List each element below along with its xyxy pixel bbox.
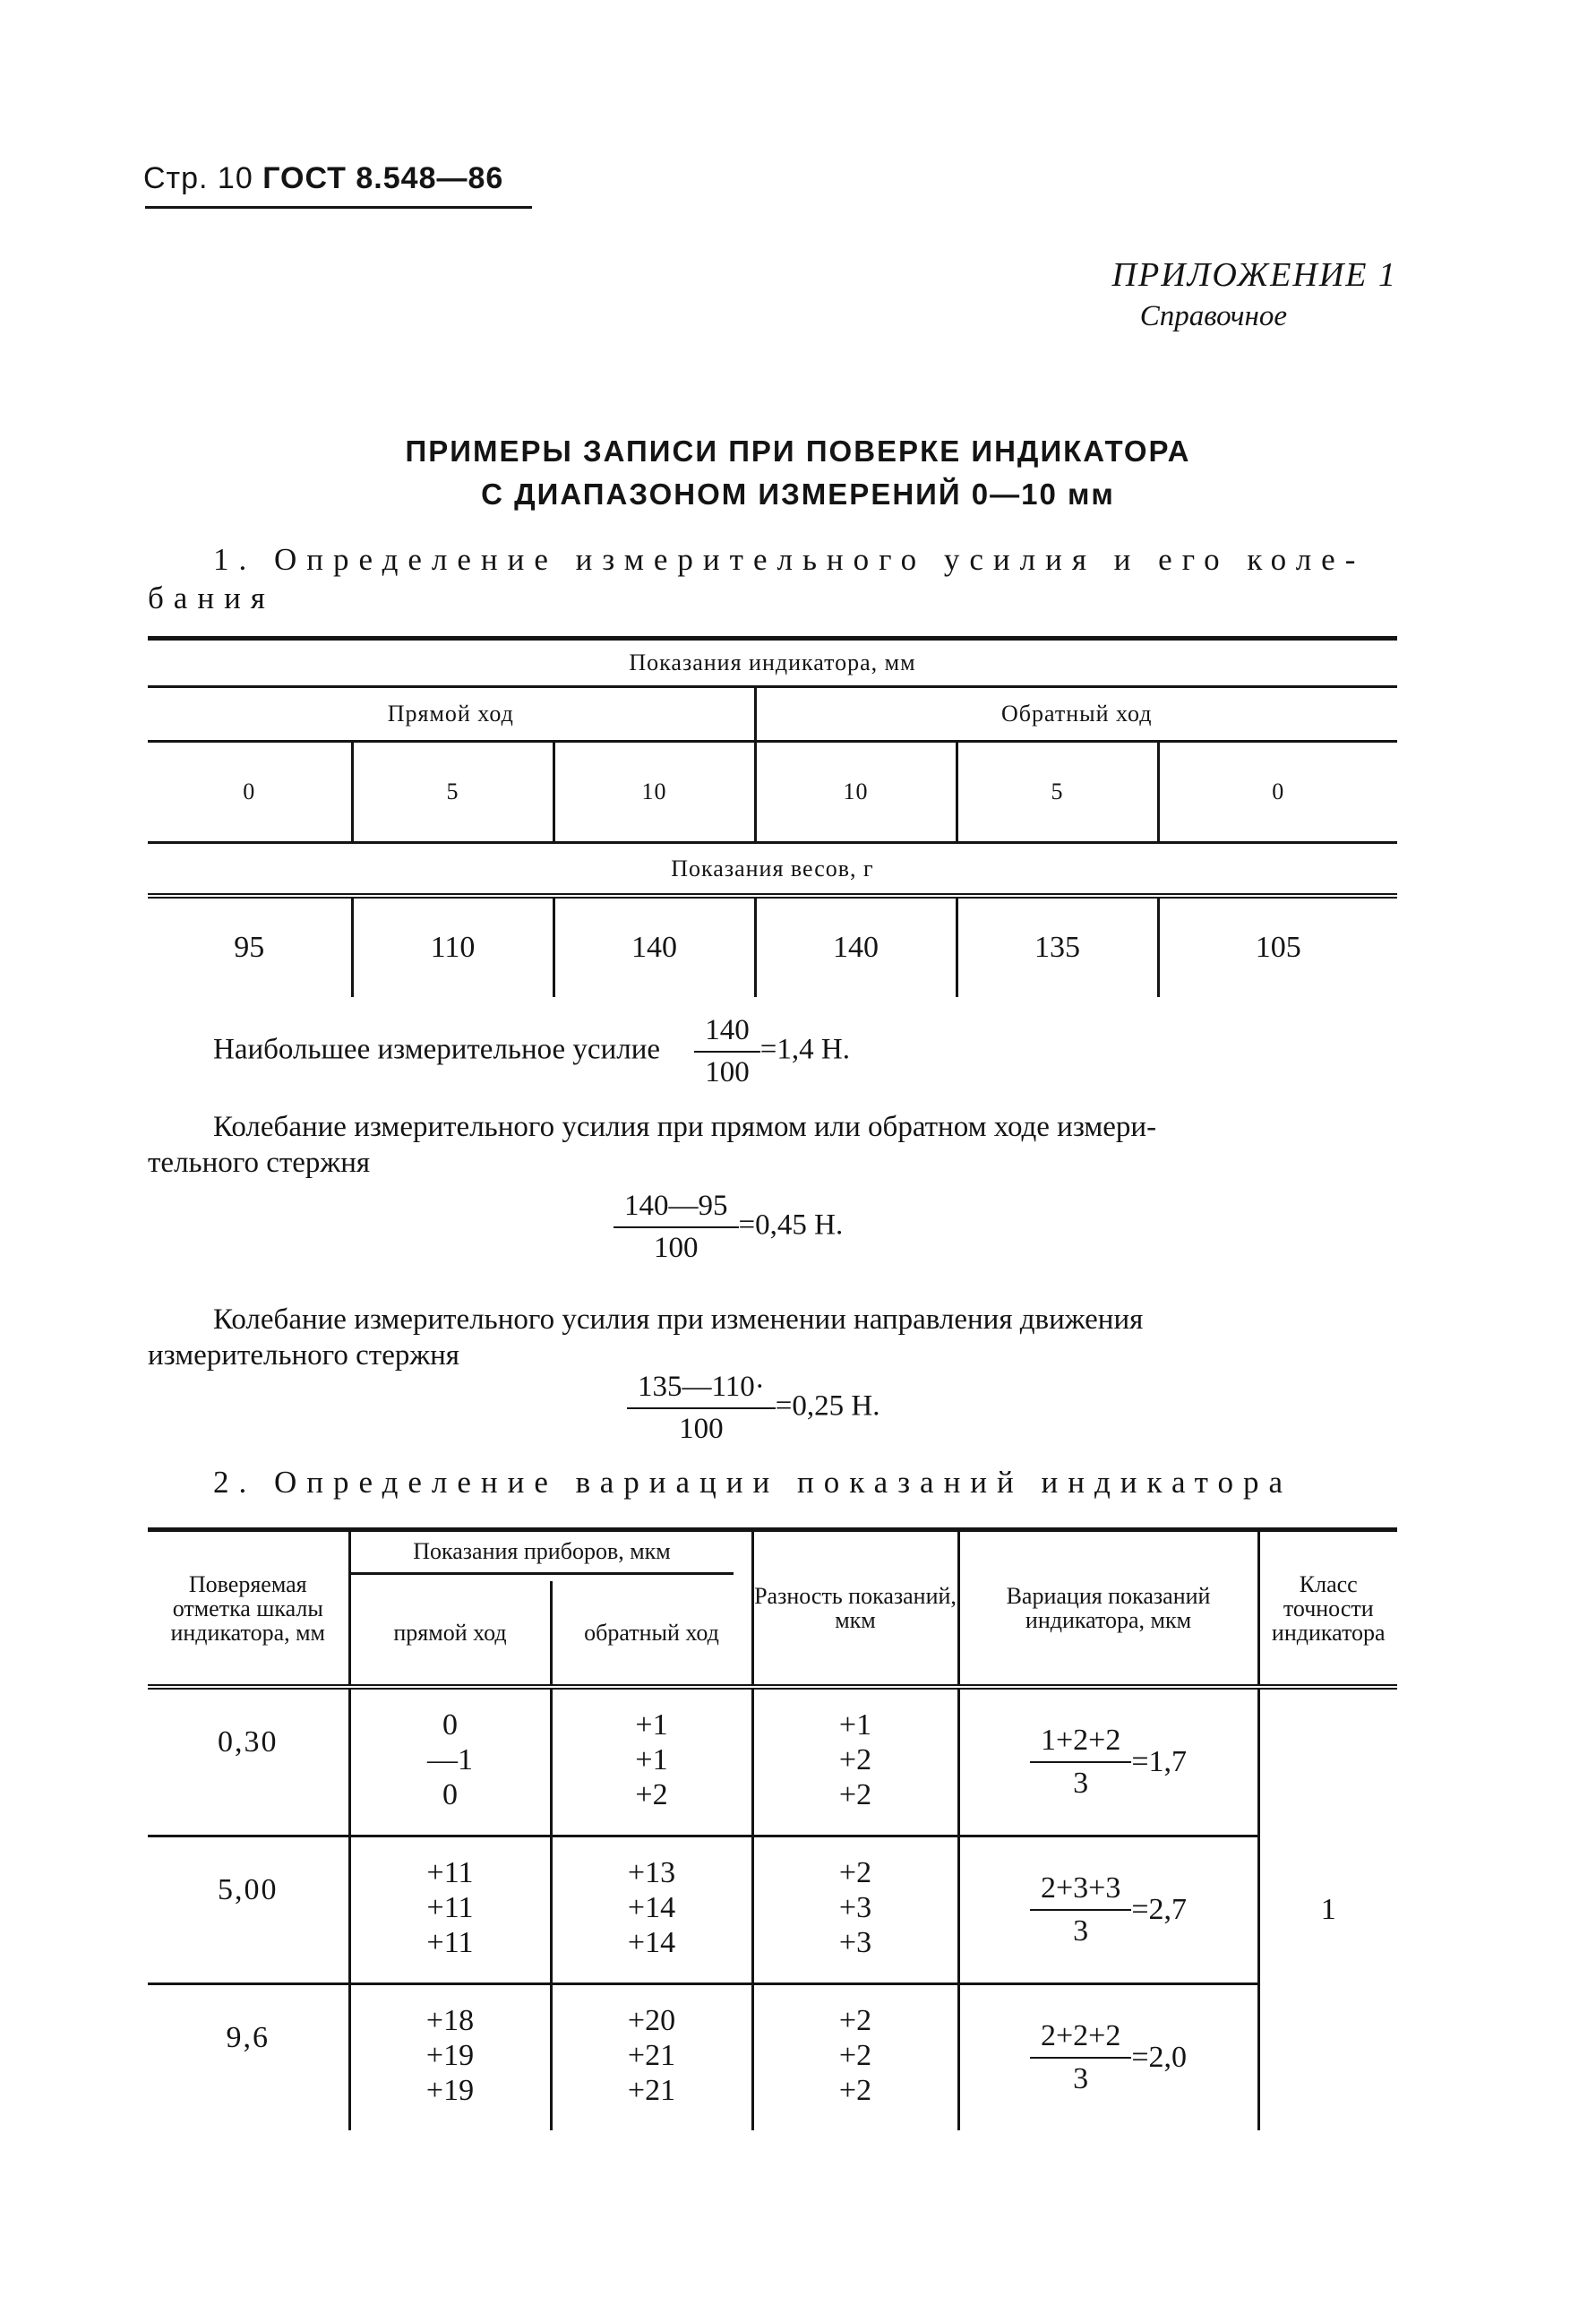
reading-value: +20 [627, 2004, 676, 2037]
position-cell: 10 [755, 742, 957, 843]
header-rule [145, 206, 532, 209]
reading-value: +13 [627, 1856, 676, 1889]
col-class-header: Класс точности индикатора [1258, 1530, 1397, 1688]
row-diff [752, 1687, 958, 1836]
reading-value: +14 [627, 1891, 676, 1924]
row-reverse [551, 1836, 752, 1984]
diff-value: +2 [838, 1778, 872, 1811]
col-mark-header: Поверяемая отметка шкалы индикатора, мм [148, 1530, 349, 1688]
row-diff [752, 1836, 958, 1984]
fraction-denominator: 3 [1073, 1914, 1089, 1948]
reading-value: 0 [442, 1778, 458, 1811]
fluct2-result: =0,25 Н. [775, 1389, 880, 1423]
fluct1-result: =0,45 Н. [738, 1208, 844, 1242]
section2-heading: 2. Определение вариации показаний индикатора [213, 1465, 1292, 1500]
variation-fraction [1030, 1871, 1131, 1948]
max-force-fraction [694, 1014, 760, 1089]
diff-value: +2 [838, 1743, 872, 1776]
title-line-2: С ДИАПАЗОНОМ ИЗМЕРЕНИЙ 0—10 мм [481, 477, 1115, 511]
diff-value: +1 [838, 1708, 872, 1742]
row-mark: 0,30 [148, 1687, 349, 1836]
col-var-header: Вариация показаний индикатора, мкм [958, 1530, 1258, 1688]
position-cell: 10 [553, 742, 755, 843]
weight-cell: 95 [234, 931, 265, 964]
reverse-stroke-header: Обратный ход [755, 687, 1397, 742]
fraction-denominator: 3 [1073, 1767, 1089, 1800]
fraction-denominator: 100 [679, 1413, 724, 1445]
fraction-numerator: 2+3+3 [1030, 1871, 1131, 1911]
col-forward-header: прямой ход [349, 1581, 551, 1687]
page-header [143, 161, 503, 196]
section1-heading-line2: бания [148, 581, 275, 615]
reading-value: —1 [427, 1743, 473, 1776]
fluct2-line1: Колебание измерительного усилия при изменении направления движения [213, 1303, 1144, 1336]
fraction-denominator: 100 [654, 1232, 699, 1264]
weight-cell: 140 [553, 896, 755, 997]
diff-value: +2 [838, 1856, 872, 1889]
row-variation [958, 1984, 1258, 2131]
reading-value: +21 [627, 2074, 676, 2107]
row-reverse [551, 1984, 752, 2131]
row-mark: 5,00 [148, 1836, 349, 1984]
row-forward [349, 1687, 551, 1836]
position-cell: 5 [957, 742, 1158, 843]
fraction-numerator: 140—95 [614, 1190, 739, 1228]
row-diff [752, 1984, 958, 2131]
diff-value: +3 [838, 1926, 872, 1959]
fluct1-line1: Колебание измерительного усилия при прямом или обратном ходе измери- [213, 1111, 1157, 1143]
weight-cell: 110 [352, 896, 553, 997]
position-cell: 0 [1158, 742, 1397, 843]
row-reverse [551, 1687, 752, 1836]
diff-value: +2 [838, 2039, 872, 2072]
row-forward [349, 1984, 551, 2131]
reading-value: +19 [425, 2039, 475, 2072]
weight-cell: 140 [755, 896, 957, 997]
col-diff-header: Разность показаний, мкм [752, 1530, 958, 1688]
reading-value: +19 [425, 2074, 475, 2107]
row-forward [349, 1836, 551, 1984]
title-line-1: ПРИМЕРЫ ЗАПИСИ ПРИ ПОВЕРКЕ ИНДИКАТОРА [405, 434, 1191, 468]
fraction-denominator: 3 [1073, 2062, 1089, 2095]
reading-value: +11 [426, 1891, 474, 1924]
section1-heading-line1: 1. Определение измерительного усилия и его коле- [213, 542, 1366, 577]
appendix-type: Справочное [1139, 300, 1287, 332]
row-variation [958, 1836, 1258, 1984]
max-force-text: Наибольшее измерительное усилие [213, 1033, 661, 1066]
weight-cell: 135 [957, 896, 1158, 997]
fluct2-line2: измерительного стержня [148, 1339, 459, 1372]
weights-header: Показания весов, г [148, 843, 1397, 897]
fluct1-formula [614, 1190, 843, 1265]
reading-value: +11 [426, 1856, 474, 1889]
variation-fraction [1030, 2019, 1131, 2096]
variation-result: =2,0 [1131, 2041, 1188, 2074]
diff-value: +2 [838, 2074, 872, 2107]
fluct1-line2: тельного стержня [148, 1147, 371, 1179]
row-variation [958, 1687, 1258, 1836]
fraction-numerator: 2+2+2 [1030, 2019, 1131, 2059]
position-cell: 5 [352, 742, 553, 843]
fluct1-fraction [614, 1190, 739, 1265]
page-number: Стр. 10 [143, 161, 253, 195]
readings-header-label: Показания приборов, мкм [351, 1538, 734, 1575]
col-readings-header [349, 1530, 752, 1582]
forward-stroke-header: Прямой ход [148, 687, 755, 742]
indicator-readings-header: Показания индикатора, мм [148, 639, 1397, 687]
reading-value: +1 [635, 1743, 668, 1776]
reading-value: +18 [425, 2004, 475, 2037]
variation-result: =1,7 [1131, 1745, 1188, 1778]
standard-code: ГОСТ 8.548—86 [262, 161, 504, 195]
diff-value: +3 [838, 1891, 872, 1924]
diff-value: +2 [838, 2004, 872, 2037]
appendix-label: ПРИЛОЖЕНИЕ 1 [1111, 256, 1397, 294]
accuracy-class: 1 [1258, 1687, 1397, 2130]
reading-value: +14 [627, 1926, 676, 1959]
fluct2-formula [627, 1371, 880, 1446]
reading-value: +21 [627, 2039, 676, 2072]
fraction-numerator: 1+2+2 [1030, 1724, 1131, 1763]
reading-value: +11 [426, 1926, 474, 1959]
fraction-numerator: 140 [694, 1014, 760, 1053]
reading-value: +1 [635, 1708, 668, 1742]
row-mark: 9,6 [226, 2021, 270, 2054]
variation-fraction [1030, 1724, 1131, 1801]
max-force-result: =1,4 Н. [759, 1033, 850, 1066]
reading-value: 0 [442, 1708, 458, 1742]
variation-result: =2,7 [1131, 1893, 1188, 1926]
weight-cell: 105 [1158, 896, 1397, 997]
max-force-formula [213, 1014, 850, 1089]
position-cell: 0 [148, 742, 352, 843]
fraction-numerator: 135—110· [627, 1371, 776, 1409]
force-table [148, 636, 1397, 997]
fluct2-fraction [627, 1371, 776, 1446]
col-reverse-header: обратный ход [551, 1581, 752, 1687]
reading-value: +2 [635, 1778, 668, 1811]
fraction-denominator: 100 [705, 1056, 750, 1088]
variation-table [148, 1527, 1397, 2130]
